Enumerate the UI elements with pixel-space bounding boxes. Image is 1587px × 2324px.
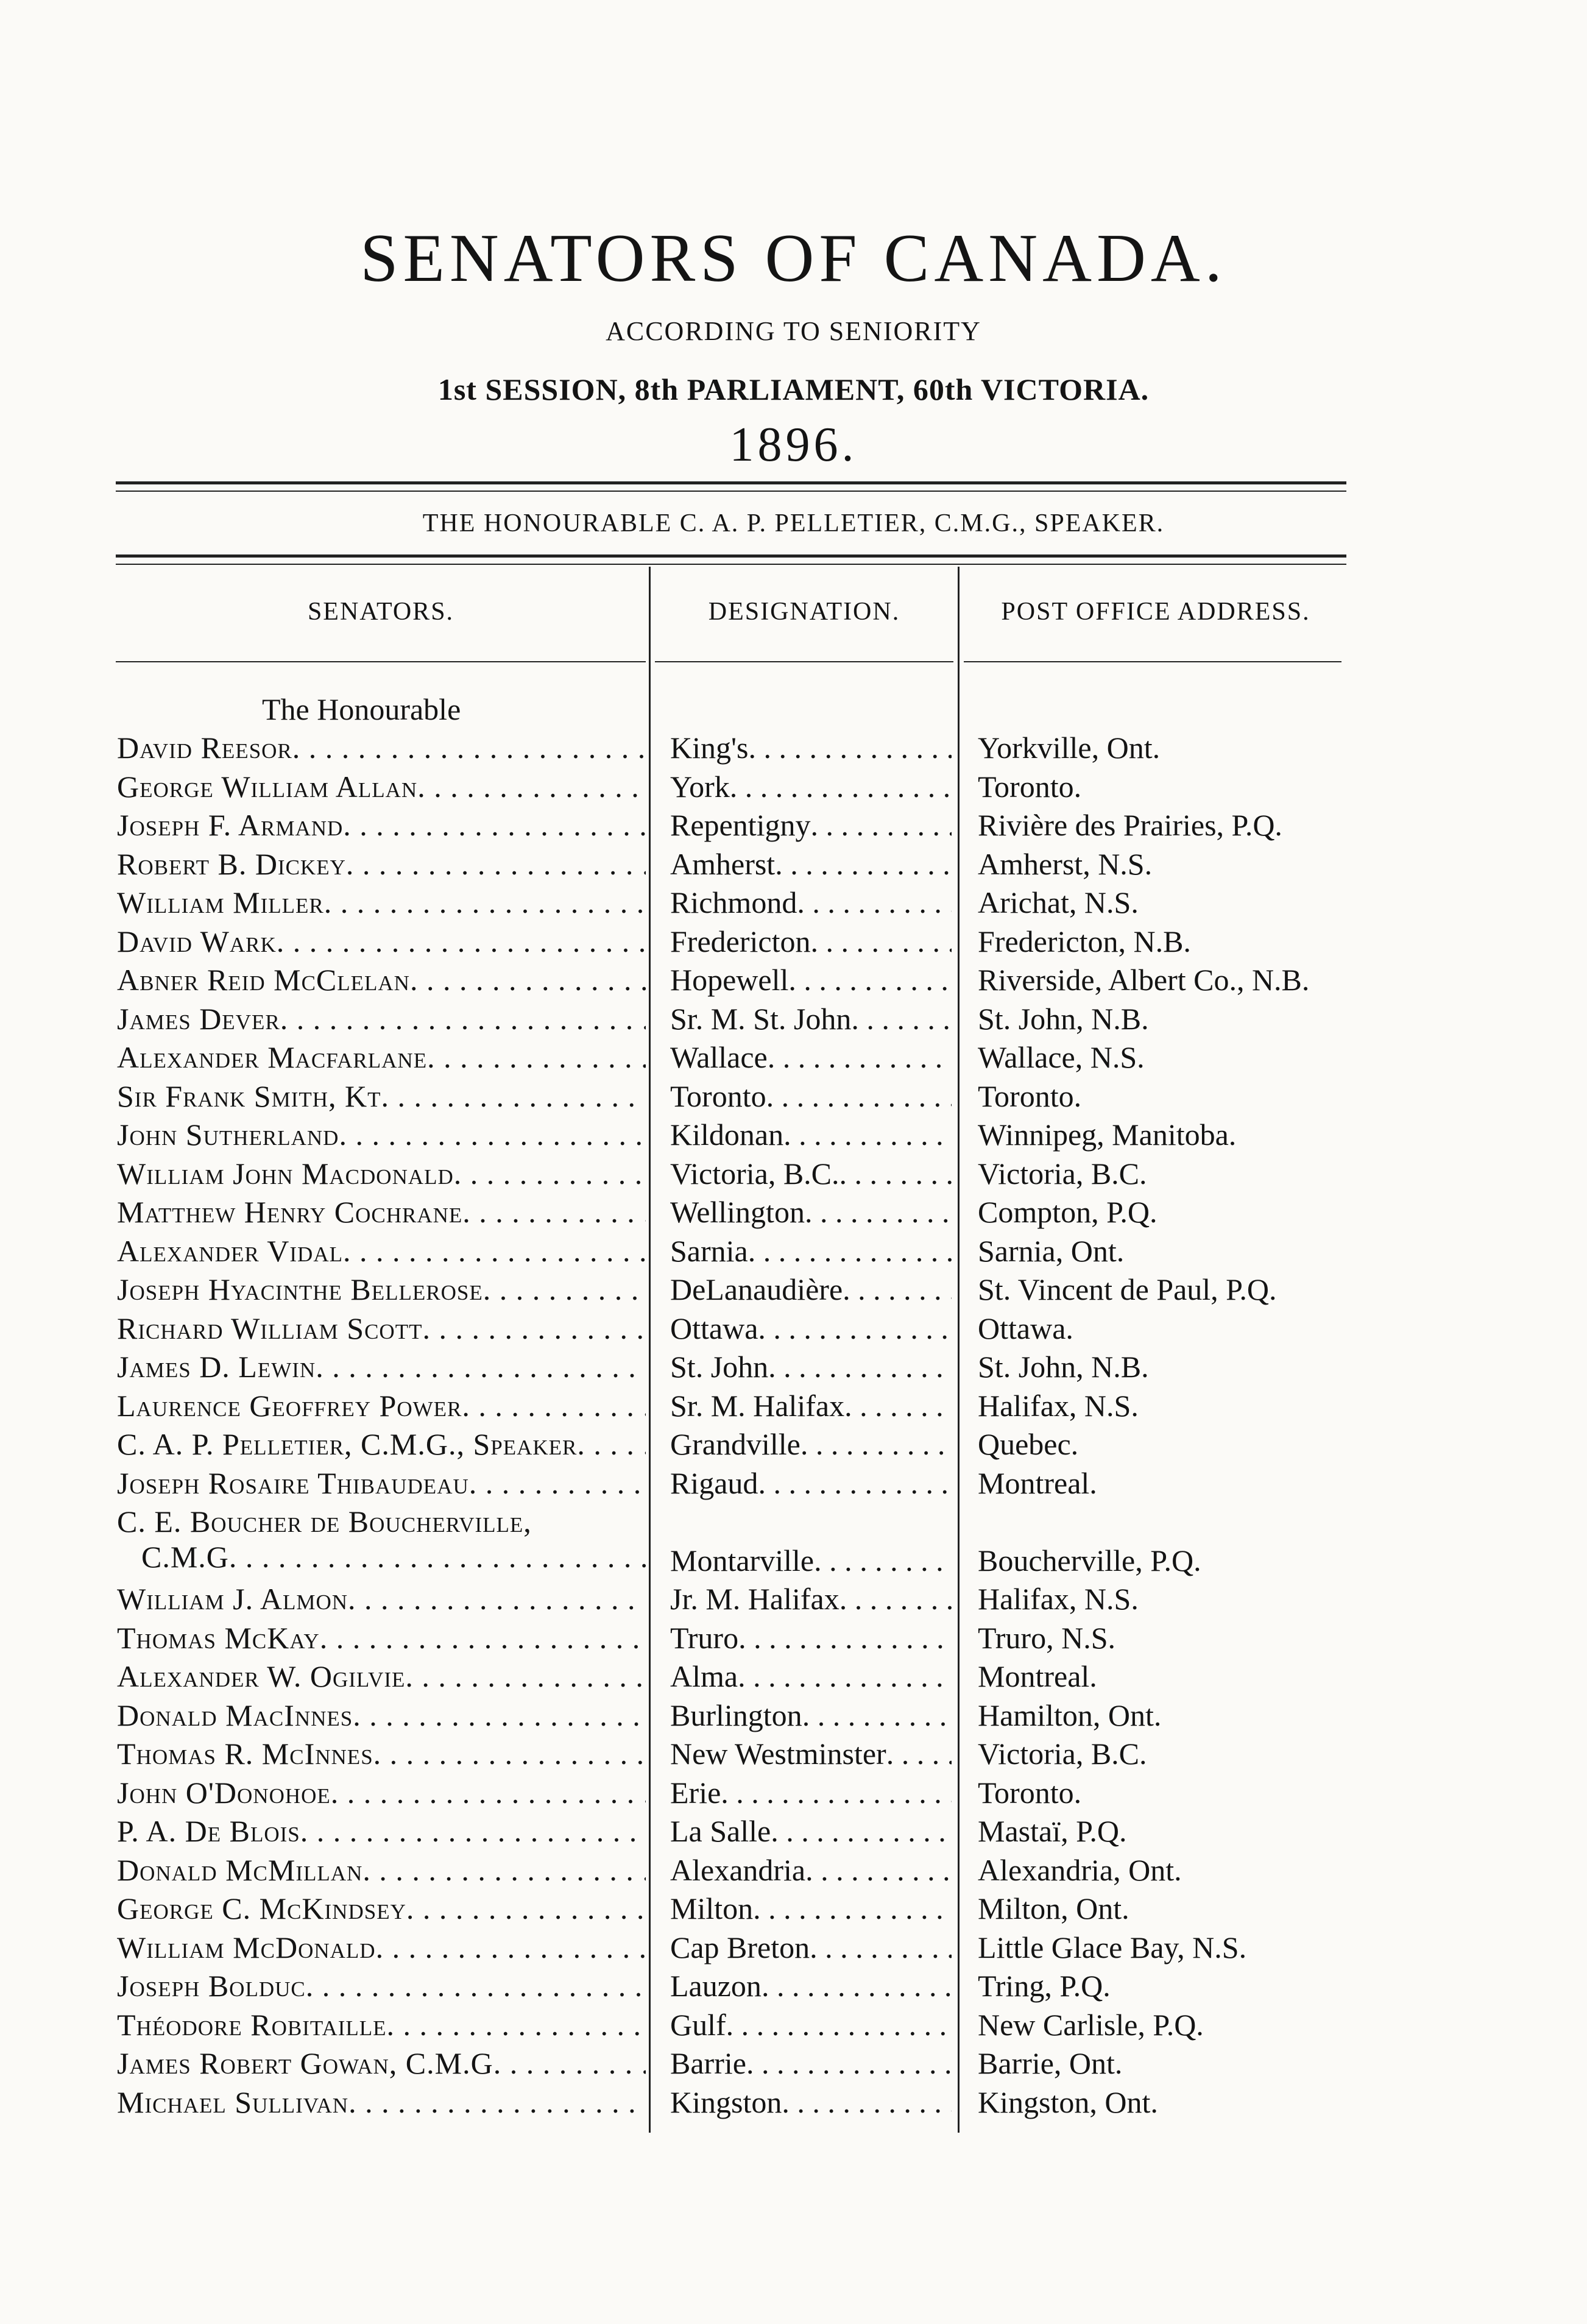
designation-cell	[670, 730, 952, 765]
table-row	[0, 1040, 1587, 1079]
dot-leader	[839, 1156, 952, 1191]
dot-leader	[797, 885, 952, 920]
table-row	[0, 1968, 1587, 2007]
senator-name	[117, 1852, 646, 1888]
dot-leader	[726, 2007, 952, 2042]
table-row	[0, 730, 1587, 769]
table-row	[0, 1852, 1587, 1891]
table-row	[0, 885, 1587, 924]
designation-text: Wellington	[670, 1195, 805, 1229]
senator-name	[117, 2007, 646, 2042]
table-row	[0, 2046, 1587, 2085]
senator-name	[117, 1736, 646, 1771]
post-office-address: Toronto.	[978, 1775, 1082, 1810]
column-header-address: POST OFFICE ADDRESS.	[1001, 598, 1310, 626]
senator-name	[117, 1117, 646, 1152]
senator-name-text: P. A. De Blois	[117, 1814, 300, 1848]
senator-name-text: Joseph Hyacinthe Bellerose	[117, 1272, 483, 1306]
senator-name-text: Matthew Henry Cochrane	[117, 1195, 463, 1229]
senator-name	[117, 1194, 646, 1230]
dot-leader	[469, 1465, 646, 1501]
designation-text: Rigaud	[670, 1465, 758, 1500]
senator-name-text: David Reesor	[117, 731, 292, 765]
senator-name-text: Laurence Geoffrey Power	[117, 1388, 462, 1423]
designation-cell	[670, 1736, 952, 1771]
post-office-address: Amherst, N.S.	[978, 846, 1153, 881]
table-row	[0, 1659, 1587, 1698]
table-row	[0, 962, 1587, 1001]
table-row	[0, 1813, 1587, 1852]
senator-name	[117, 1233, 646, 1269]
dot-leader	[758, 1311, 952, 1346]
senator-name-text: Joseph Bolduc	[117, 1969, 306, 2003]
dot-leader	[410, 962, 646, 997]
post-office-address: Compton, P.Q.	[978, 1195, 1158, 1229]
dot-leader	[422, 1311, 646, 1346]
dot-leader	[406, 1891, 646, 1926]
dot-leader	[783, 1117, 952, 1152]
designation-cell	[670, 1388, 952, 1423]
dot-leader	[343, 807, 646, 843]
dot-leader	[851, 1001, 952, 1036]
senator-name	[117, 1698, 646, 1733]
designation-cell	[670, 1852, 952, 1888]
dot-leader	[405, 1659, 646, 1694]
subtitle: ACCORDING TO SENIORITY	[606, 316, 981, 346]
senator-name	[117, 1079, 646, 1114]
designation-text: Toronto	[670, 1079, 766, 1113]
speaker-line: THE HONOURABLE C. A. P. PELLETIER, C.M.G., SPEAKER.	[422, 509, 1165, 537]
dot-leader	[343, 1233, 646, 1269]
post-office-address: Barrie, Ont.	[978, 2046, 1123, 2080]
post-office-address: Little Glace Bay, N.S.	[978, 1930, 1247, 1964]
dot-leader	[748, 1233, 952, 1269]
designation-text: Wallace	[670, 1040, 768, 1074]
designation-cell	[670, 1311, 952, 1346]
post-office-address: Boucherville, P.Q.	[978, 1543, 1201, 1578]
senator-name-text: James Robert Gowan, C.M.G	[117, 2046, 493, 2080]
senator-name	[117, 1272, 646, 1307]
designation-cell	[670, 1543, 952, 1578]
post-office-address: Halifax, N.S.	[978, 1582, 1139, 1616]
designation-cell	[670, 1698, 952, 1733]
post-office-address: Hamilton, Ont.	[978, 1698, 1162, 1732]
senator-name-text: Sir Frank Smith, Kt	[117, 1079, 381, 1113]
table-row	[0, 1581, 1587, 1620]
dot-leader	[738, 1659, 952, 1694]
designation-text: Sr. M. Halifax	[670, 1388, 845, 1423]
senator-name-text: William Miller	[117, 885, 324, 919]
dot-leader	[805, 1194, 952, 1230]
header-underline-address	[964, 661, 1341, 662]
designation-text: Kildonan	[670, 1118, 784, 1152]
post-office-address: Victoria, B.C.	[978, 1156, 1147, 1191]
senator-name-text: Thomas R. McInnes	[117, 1737, 373, 1771]
dot-leader	[373, 1736, 646, 1771]
senator-name-line-2	[117, 1539, 646, 1575]
senator-name-text: David Wark	[117, 924, 277, 958]
senator-name-text: James Dever	[117, 1001, 280, 1036]
dot-leader	[766, 1079, 952, 1114]
dot-leader	[843, 1272, 952, 1307]
table-row	[0, 1736, 1587, 1775]
designation-text: St. John	[670, 1350, 769, 1384]
post-office-address: Montreal.	[978, 1659, 1097, 1693]
senator-name	[117, 2085, 646, 2120]
designation-text: York	[670, 769, 730, 804]
designation-cell	[670, 1426, 952, 1462]
dot-leader	[462, 1194, 646, 1230]
designation-cell	[670, 1930, 952, 1965]
designation-cell	[670, 2046, 952, 2081]
senator-name-text: Alexander Macfarlane	[117, 1040, 428, 1074]
dot-leader	[886, 1736, 952, 1771]
senator-name	[117, 924, 646, 959]
senator-name-text: Michael Sullivan	[117, 2085, 349, 2119]
table-row	[0, 1156, 1587, 1195]
senator-name	[117, 1349, 646, 1384]
post-office-address: Sarnia, Ont.	[978, 1233, 1125, 1268]
post-office-address: Winnipeg, Manitoba.	[978, 1118, 1237, 1152]
senator-name	[117, 1311, 646, 1346]
senator-name	[117, 1465, 646, 1501]
header-underline-designation	[655, 661, 953, 662]
senators-table-body	[0, 730, 1587, 2123]
table-row	[0, 1001, 1587, 1040]
table-row	[0, 1233, 1587, 1272]
dot-leader	[577, 1426, 646, 1462]
table-row	[0, 1775, 1587, 1814]
dot-leader	[771, 1813, 952, 1849]
designation-text: Sr. M. St. John	[670, 1001, 852, 1036]
designation-cell	[670, 924, 952, 959]
post-office-address: Riverside, Albert Co., N.B.	[978, 963, 1310, 997]
senator-name-text: Joseph Rosaire Thibaudeau	[117, 1465, 469, 1500]
senator-name	[117, 1156, 646, 1191]
dot-leader	[229, 1539, 646, 1575]
senator-name-text: Thomas McKay	[117, 1620, 320, 1655]
top-rule-thin	[116, 491, 1346, 492]
column-header-senators: SENATORS.	[307, 598, 454, 626]
post-office-address: Victoria, B.C.	[978, 1737, 1147, 1771]
senator-name-line-1: C. E. Boucher de Boucherville,	[117, 1504, 532, 1539]
table-rule-thick	[116, 554, 1346, 558]
table-row	[0, 1620, 1587, 1659]
table-row	[0, 1272, 1587, 1311]
designation-cell	[670, 1194, 952, 1230]
post-office-address: Tring, P.Q.	[978, 1969, 1111, 2003]
senator-name	[117, 1040, 646, 1075]
designation-text: Richmond	[670, 885, 797, 919]
designation-cell	[670, 807, 952, 843]
dot-leader	[376, 1930, 646, 1965]
post-office-address: St. John, N.B.	[978, 1350, 1149, 1384]
table-row	[0, 1504, 1587, 1581]
senator-name-text: Richard William Scott	[117, 1311, 423, 1345]
post-office-address: Yorkville, Ont.	[978, 731, 1161, 765]
table-row	[0, 1426, 1587, 1465]
designation-cell	[670, 1581, 952, 1617]
senator-name-text: Donald McMillan	[117, 1852, 363, 1887]
designation-cell	[670, 1349, 952, 1384]
post-office-address: Milton, Ont.	[978, 1891, 1129, 1925]
dot-leader	[483, 1272, 646, 1307]
dot-leader	[814, 1543, 952, 1578]
senator-name	[117, 1968, 646, 2003]
dot-leader	[316, 1349, 646, 1384]
dot-leader	[280, 1001, 646, 1036]
senator-name-text: William J. Almon	[117, 1582, 348, 1616]
designation-text: New Westminster	[670, 1737, 886, 1771]
dot-leader	[346, 846, 646, 882]
dot-leader	[844, 1388, 952, 1423]
dot-leader	[353, 1698, 646, 1733]
top-rule-thick	[116, 481, 1346, 484]
designation-text: Jr. M. Halifax	[670, 1582, 839, 1616]
table-row	[0, 846, 1587, 885]
senator-name	[117, 1620, 646, 1656]
designation-text: Sarnia	[670, 1233, 748, 1268]
designation-cell	[670, 1891, 952, 1926]
dot-leader	[324, 885, 646, 920]
table-row	[0, 1079, 1587, 1118]
designation-text: Milton	[670, 1891, 754, 1925]
designation-cell	[670, 1156, 952, 1191]
designation-text: Truro	[670, 1620, 739, 1655]
senator-name	[117, 1813, 646, 1849]
senator-name	[117, 1775, 646, 1810]
dot-leader	[454, 1156, 646, 1191]
designation-text: Fredericton	[670, 924, 811, 958]
dot-leader	[810, 1930, 952, 1965]
dot-leader	[320, 1620, 646, 1656]
designation-cell	[670, 846, 952, 882]
intro-honourable: The Honourable	[262, 692, 461, 726]
designation-text: Repentigny	[670, 808, 811, 842]
table-row	[0, 1930, 1587, 1969]
senator-name-text: Théodore Robitaille	[117, 2007, 387, 2042]
designation-cell	[670, 885, 952, 920]
dot-leader	[788, 962, 952, 997]
post-office-address: Rivière des Prairies, P.Q.	[978, 808, 1282, 842]
dot-leader	[839, 1581, 952, 1617]
table-row	[0, 2085, 1587, 2124]
senator-name	[117, 807, 646, 843]
dot-leader	[730, 769, 952, 804]
senator-name	[117, 1504, 646, 1575]
year: 1896.	[729, 418, 858, 472]
designation-cell	[670, 1813, 952, 1849]
designation-text: Grandville	[670, 1427, 801, 1461]
designation-text: Burlington	[670, 1698, 802, 1732]
senator-name-text: C.M.G	[141, 1540, 229, 1574]
senator-name	[117, 1581, 646, 1617]
designation-text: Victoria, B.C.	[670, 1156, 839, 1191]
dot-leader	[748, 730, 952, 765]
dot-leader	[805, 1852, 952, 1888]
dot-leader	[387, 2007, 646, 2042]
designation-cell	[670, 1465, 952, 1501]
post-office-address: Toronto.	[978, 769, 1082, 804]
table-row	[0, 1891, 1587, 1930]
dot-leader	[802, 1698, 952, 1733]
designation-text: Kingston	[670, 2085, 782, 2119]
post-office-address: New Carlisle, P.Q.	[978, 2007, 1204, 2042]
senator-name-text: George C. McKindsey	[117, 1891, 406, 1925]
table-row	[0, 1388, 1587, 1427]
senator-name	[117, 1001, 646, 1036]
table-row	[0, 807, 1587, 846]
dot-leader	[721, 1775, 952, 1810]
dot-leader	[381, 1079, 646, 1114]
dot-leader	[348, 2085, 646, 2120]
post-office-address: St. John, N.B.	[978, 1001, 1149, 1036]
designation-cell	[670, 1040, 952, 1075]
post-office-address: Halifax, N.S.	[978, 1388, 1139, 1423]
designation-cell	[670, 769, 952, 804]
senator-name	[117, 1891, 646, 1926]
dot-leader	[782, 2085, 952, 2120]
senator-name-text: John O'Donohoe	[117, 1775, 331, 1810]
dot-leader	[427, 1040, 646, 1075]
session-line: 1st SESSION, 8th PARLIAMENT, 60th VICTORIA.	[437, 372, 1150, 406]
dot-leader	[768, 1040, 952, 1075]
designation-text: Montarville	[670, 1543, 815, 1578]
dot-leader	[738, 1620, 952, 1656]
designation-text: Gulf	[670, 2007, 726, 2042]
post-office-address: Toronto.	[978, 1079, 1082, 1113]
senator-name-text: C. A. P. Pelletier, C.M.G., Speaker	[117, 1427, 578, 1461]
designation-text: Amherst	[670, 846, 776, 881]
page-title: SENATORS OF CANADA.	[360, 221, 1227, 296]
senator-name-text: William John Macdonald	[117, 1156, 454, 1191]
header-underline-senators	[116, 661, 646, 662]
designation-cell	[670, 1659, 952, 1694]
designation-cell	[670, 1620, 952, 1656]
table-row	[0, 1194, 1587, 1233]
post-office-address: Mastaï, P.Q.	[978, 1814, 1127, 1848]
designation-cell	[670, 2085, 952, 2120]
designation-text: Cap Breton	[670, 1930, 810, 1964]
table-row	[0, 924, 1587, 963]
table-row	[0, 2007, 1587, 2046]
dot-leader	[277, 924, 646, 959]
senator-name-text: Donald MacInnes	[117, 1698, 353, 1732]
designation-cell	[670, 1117, 952, 1152]
column-header-designation: DESIGNATION.	[708, 598, 900, 626]
designation-text: Barrie	[670, 2046, 746, 2080]
post-office-address: Ottawa.	[978, 1311, 1073, 1345]
senator-name-text: James D. Lewin	[117, 1350, 316, 1384]
designation-cell	[670, 2007, 952, 2042]
senator-name	[117, 2046, 646, 2081]
senator-name-text: William McDonald	[117, 1930, 376, 1964]
dot-leader	[493, 2046, 646, 2081]
senator-name	[117, 730, 646, 765]
dot-leader	[762, 1968, 952, 2003]
designation-text: Ottawa	[670, 1311, 758, 1345]
dot-leader	[801, 1426, 952, 1462]
designation-text: Alma	[670, 1659, 738, 1693]
senator-name	[117, 846, 646, 882]
post-office-address: Wallace, N.S.	[978, 1040, 1145, 1074]
table-row	[0, 1311, 1587, 1350]
table-row	[0, 1465, 1587, 1504]
designation-cell	[670, 1233, 952, 1269]
dot-leader	[768, 1349, 952, 1384]
senator-name-text: Alexander Vidal	[117, 1233, 343, 1268]
designation-cell	[670, 1775, 952, 1810]
post-office-address: Truro, N.S.	[978, 1620, 1116, 1655]
senator-name	[117, 962, 646, 997]
dot-leader	[292, 730, 646, 765]
designation-cell	[670, 1079, 952, 1114]
dot-leader	[348, 1581, 646, 1617]
dot-leader	[362, 1852, 646, 1888]
senator-name	[117, 1659, 646, 1694]
senator-name	[117, 1930, 646, 1965]
post-office-address: Montreal.	[978, 1465, 1097, 1500]
senator-name-text: Robert B. Dickey	[117, 846, 346, 881]
designation-text: King's	[670, 731, 749, 765]
dot-leader	[417, 769, 646, 804]
post-office-address: St. Vincent de Paul, P.Q.	[978, 1272, 1277, 1306]
senator-name-text: Joseph F. Armand	[117, 808, 344, 842]
dot-leader	[775, 846, 952, 882]
senator-name-text: John Sutherland	[117, 1118, 339, 1152]
table-row	[0, 1698, 1587, 1737]
dot-leader	[753, 1891, 952, 1926]
dot-leader	[462, 1388, 646, 1423]
dot-leader	[300, 1813, 646, 1849]
post-office-address: Fredericton, N.B.	[978, 924, 1191, 958]
designation-cell	[670, 1001, 952, 1036]
dot-leader	[810, 924, 952, 959]
post-office-address: Kingston, Ont.	[978, 2085, 1158, 2119]
designation-cell	[670, 962, 952, 997]
designation-cell	[670, 1272, 952, 1307]
post-office-address: Arichat, N.S.	[978, 885, 1139, 919]
table-row	[0, 1117, 1587, 1156]
senator-name	[117, 1426, 646, 1462]
table-rule-thin	[116, 564, 1346, 565]
dot-leader	[306, 1968, 646, 2003]
designation-text: Alexandria	[670, 1852, 806, 1887]
senator-name	[117, 1388, 646, 1423]
senator-name-text: Abner Reid McClelan	[117, 963, 410, 997]
table-row	[0, 769, 1587, 808]
senator-name	[117, 885, 646, 920]
post-office-address: Quebec.	[978, 1427, 1079, 1461]
dot-leader	[758, 1465, 952, 1501]
dot-leader	[746, 2046, 952, 2081]
dot-leader	[331, 1775, 646, 1810]
designation-text: La Salle	[670, 1814, 771, 1848]
dot-leader	[811, 807, 952, 843]
post-office-address: Alexandria, Ont.	[978, 1852, 1182, 1887]
senator-name	[117, 769, 646, 804]
dot-leader	[339, 1117, 646, 1152]
designation-cell	[670, 1968, 952, 2003]
designation-text: Lauzon	[670, 1969, 762, 2003]
senator-name-text: George William Allan	[117, 769, 418, 804]
senator-name-text: Alexander W. Ogilvie	[117, 1659, 406, 1693]
designation-text: Erie	[670, 1775, 721, 1810]
table-row	[0, 1349, 1587, 1388]
designation-text: Hopewell	[670, 963, 789, 997]
designation-text: DeLanaudière	[670, 1272, 843, 1306]
